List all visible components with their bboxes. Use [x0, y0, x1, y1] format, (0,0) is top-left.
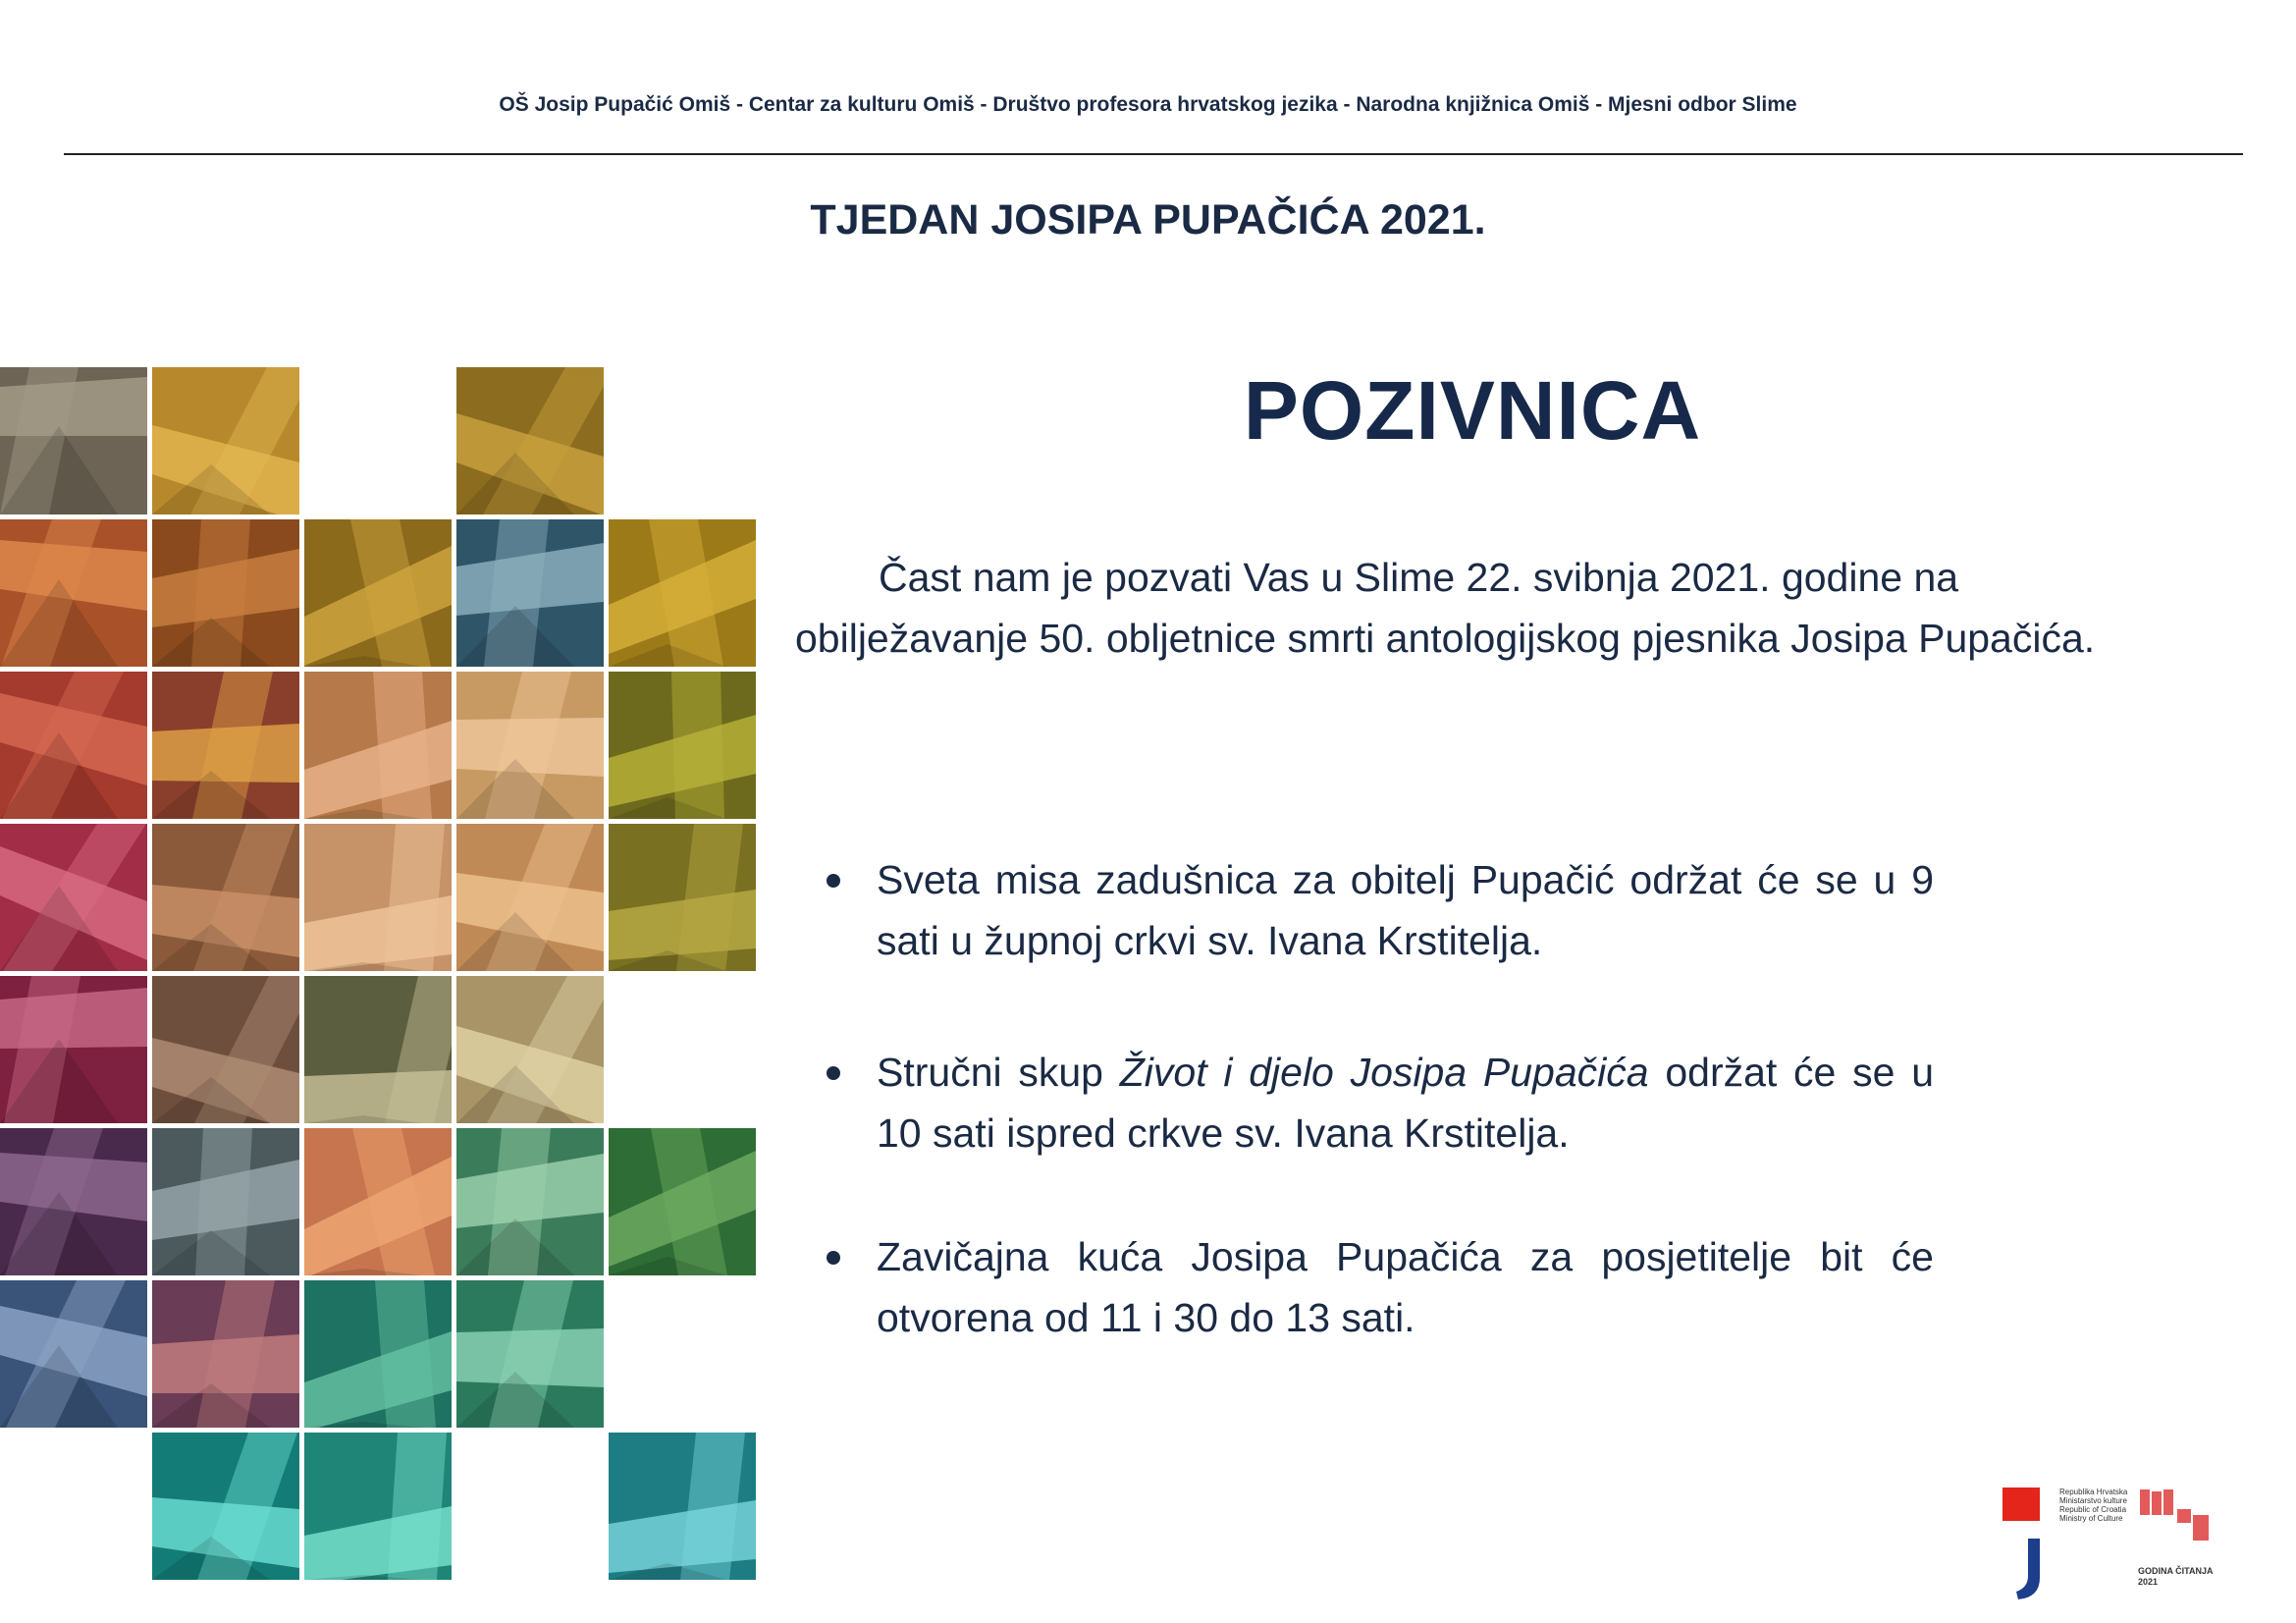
- mosaic-tile: [0, 672, 147, 819]
- mosaic-tile: [609, 519, 756, 667]
- mosaic-tile: [0, 976, 147, 1123]
- mosaic-tile: [152, 976, 299, 1123]
- bullet-icon: [827, 1251, 840, 1265]
- program-item-text: Stručni skup Život i djelo Josipa Pupačića održat će se u 10 sati ispred crkve sv. Ivana Krstitelja.: [877, 1050, 1934, 1156]
- bullet-icon: [827, 1066, 840, 1080]
- mosaic-tile: [152, 1280, 299, 1428]
- mosaic-tile: [456, 1128, 604, 1275]
- ministry-hook-icon: [2010, 1539, 2040, 1599]
- program-item-text: Zavičajna kuća Josipa Pupačića za posjetitelje bit će otvorena od 11 i 30 do 13 sati.: [877, 1234, 1934, 1340]
- mosaic-tile: [304, 672, 452, 819]
- mosaic-tile: [304, 976, 452, 1123]
- mosaic-tile: [0, 824, 147, 971]
- mosaic-tile: [609, 672, 756, 819]
- header-divider: [64, 153, 2243, 155]
- mosaic-tile: [609, 824, 756, 971]
- event-title: TJEDAN JOSIPA PUPAČIĆA 2021.: [810, 196, 1486, 243]
- mosaic-tile: [456, 1280, 604, 1428]
- book-icon: [2136, 1488, 2215, 1546]
- mosaic-tile: [152, 519, 299, 667]
- mosaic-tile: [304, 1280, 452, 1428]
- portrait-mosaic: [0, 367, 766, 1585]
- invitation-intro: Čast nam je pozvati Vas u Slime 22. svibnja 2021. godine na obilježavanje 50. obljetnice smrti antologijskog pjesnika Josipa Pupačića.: [795, 555, 2096, 661]
- mosaic-tile: [456, 824, 604, 971]
- mosaic-tile: [152, 672, 299, 819]
- ministry-logo-text: Republika Hrvatska Ministarstvo kulture Republic of Croatia Ministry of Culture: [2059, 1488, 2128, 1523]
- mosaic-tile: [304, 824, 452, 971]
- reading-year-text: GODINA ČITANJA 2021: [2138, 1566, 2214, 1587]
- mosaic-tile: [304, 519, 452, 667]
- mosaic-tile: [0, 519, 147, 667]
- mosaic-tile: [0, 367, 147, 514]
- mosaic-tile: [609, 1433, 756, 1580]
- mosaic-tile: [152, 367, 299, 514]
- invitation-heading: POZIVNICA: [1243, 364, 1702, 457]
- mosaic-tile: [152, 824, 299, 971]
- mosaic-tile: [456, 367, 604, 514]
- ministry-of-culture-logo: [2002, 1488, 2128, 1605]
- mosaic-tile: [609, 1128, 756, 1275]
- reading-year-logo: [2136, 1488, 2224, 1610]
- mosaic-tile: [456, 672, 604, 819]
- mosaic-tile: [456, 976, 604, 1123]
- mosaic-tile: [0, 1128, 147, 1275]
- mosaic-tile: [152, 1433, 299, 1580]
- mosaic-tile: [304, 1128, 452, 1275]
- mosaic-tile: [304, 1433, 452, 1580]
- bullet-icon: [827, 874, 840, 888]
- ministry-red-square: [2002, 1488, 2040, 1521]
- header-organizers: OŠ Josip Pupačić Omiš - Centar za kulturu Omiš - Društvo profesora hrvatskog jezika - Narodna knjižnica Omiš - Mjesni odbor Slime: [499, 93, 1797, 116]
- mosaic-tile: [456, 519, 604, 667]
- program-item-text: Sveta misa zadušnica za obitelj Pupačić održat će se u 9 sati u župnoj crkvi sv. Ivana Krstitelja.: [877, 857, 1934, 963]
- mosaic-tile: [152, 1128, 299, 1275]
- mosaic-tile: [0, 1280, 147, 1428]
